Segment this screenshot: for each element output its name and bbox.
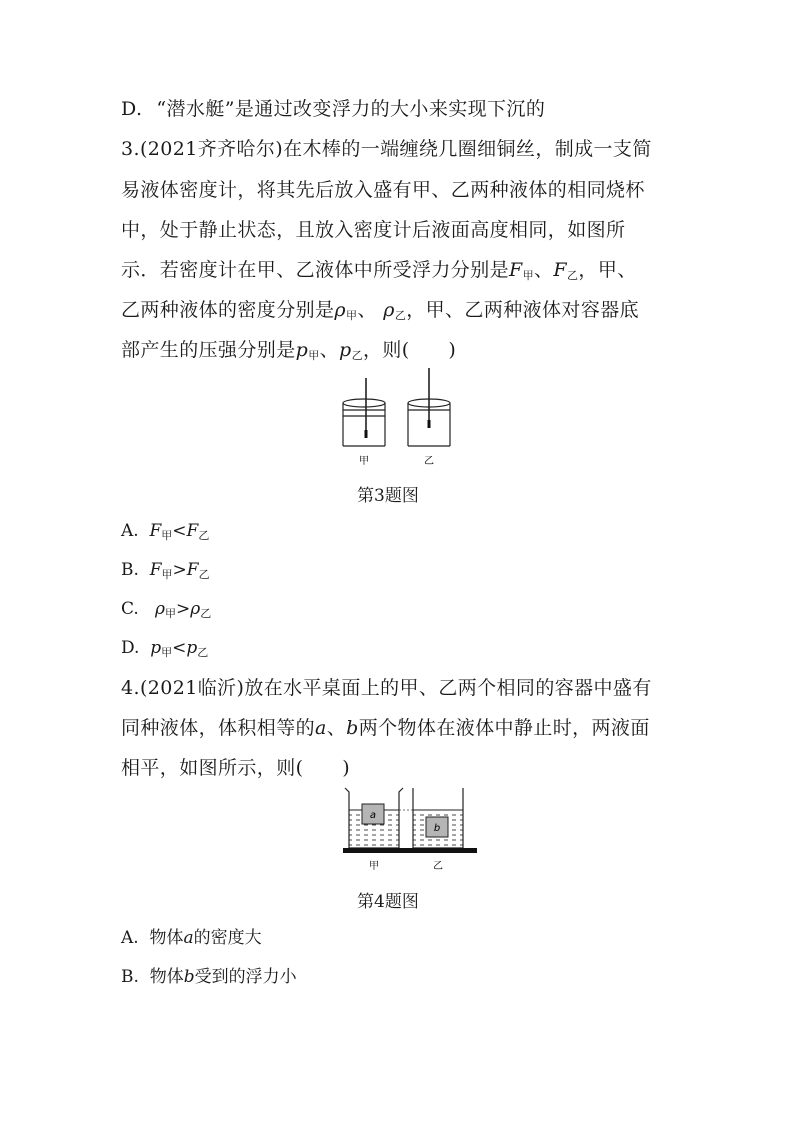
q4-option-a[interactable]: A. 物体a的密度大 — [121, 928, 262, 948]
q3-figure — [336, 364, 460, 468]
q3-option-b[interactable]: B. $F_甲>F_乙$ — [121, 560, 210, 581]
table-top — [343, 848, 477, 853]
beaker-jia — [343, 399, 385, 446]
q3-line-6: 部产生的压强分别是$p_甲$、$p_乙$，则( ) — [121, 339, 457, 362]
q4-caption: 第4题图 — [357, 892, 419, 912]
q3-line-4: 示．若密度计在甲、乙液体中所受浮力分别是$F_甲$、$F_乙$，甲、 — [121, 259, 637, 282]
q3-option-a[interactable]: A. $F_甲<F_乙$ — [121, 521, 210, 542]
q3-line-2: 易液体密度计，将其先后放入盛有甲、乙两种液体的相同烧杯 — [121, 179, 645, 201]
q4-line-3: 相平，如图所示，则( ) — [121, 757, 351, 779]
q4-option-b[interactable]: B. 物体b受到的浮力小 — [121, 967, 297, 987]
label-jia: 甲 — [369, 861, 379, 872]
svg-text:a: a — [369, 810, 377, 821]
q3-line-5: 乙两种液体的密度分别是$\rho_甲$、 $\rho_乙$，甲、乙两种液体对容器底 — [121, 299, 640, 322]
q4-line-1: 4.(2021临沂)放在水平桌面上的甲、乙两个相同的容器中盛有 — [121, 677, 652, 699]
label-yi: 乙 — [433, 861, 443, 872]
container-jia — [345, 788, 403, 848]
svg-text:b: b — [433, 823, 441, 834]
q4-figure — [340, 784, 480, 876]
q3-line-1: 3.(2021齐齐哈尔)在木棒的一端缠绕几圈细铜丝，制成一支简 — [121, 138, 652, 160]
label-jia: 甲 — [359, 456, 369, 467]
q3-line-3: 中，处于静止状态，且放入密度计后液面高度相同，如图所 — [121, 219, 626, 241]
label-yi: 乙 — [424, 456, 434, 467]
q2-option-d: D. “潜水艇”是通过改变浮力的大小来实现下沉的 — [121, 98, 546, 120]
container-yi — [413, 788, 463, 848]
q3-option-d[interactable]: D. $p_甲<p_乙$ — [121, 638, 209, 659]
q4-line-2: 同种液体，体积相等的a、b两个物体在液体中静止时，两液面 — [121, 717, 650, 739]
q3-caption: 第3题图 — [357, 486, 419, 506]
q3-option-c[interactable]: C. $\rho_甲>\rho_乙$ — [121, 599, 212, 620]
